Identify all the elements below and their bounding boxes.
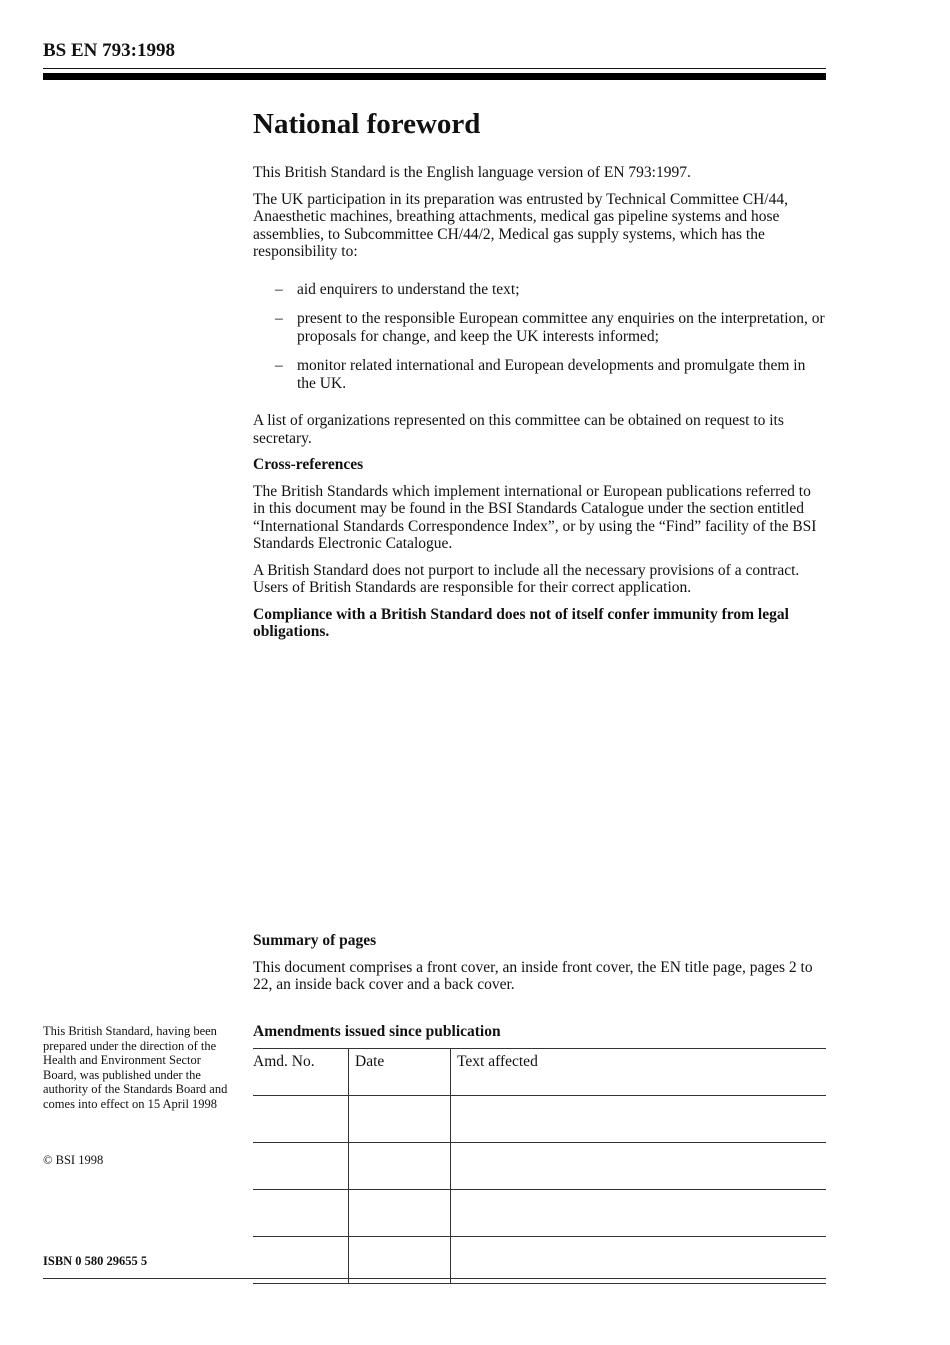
list-item xyxy=(253,310,826,345)
cross-references-heading: Cross-references xyxy=(253,456,364,473)
summary-section xyxy=(253,932,826,1003)
summary-text: This document comprises a front cover, an inside front cover, the EN title page, pages 2 to 22, an inside back cover and a back cover. xyxy=(253,958,813,993)
column-header-date: Date xyxy=(349,1049,451,1096)
column-header-text-affected: Text affected xyxy=(451,1049,827,1096)
foreword-paragraph: A British Standard does not purport to include all the necessary provisions of a contract. Users of British Standards are responsible for their correct application. xyxy=(253,561,800,596)
table-row xyxy=(253,1190,826,1237)
header-rule-thin xyxy=(43,68,826,69)
dash-marker: – xyxy=(275,310,283,327)
table-header-row xyxy=(253,1049,826,1096)
summary-heading: Summary of pages xyxy=(253,932,377,949)
document-code: BS EN 793:1998 xyxy=(43,40,175,61)
column-header-amd-no: Amd. No. xyxy=(253,1049,349,1096)
table-cell xyxy=(451,1143,827,1190)
list-item-text: monitor related international and European developments and promulgate them in the UK. xyxy=(297,357,806,392)
compliance-statement: Compliance with a British Standard does not of itself confer immunity from legal obligations. xyxy=(253,605,789,640)
table-row xyxy=(253,1237,826,1284)
table-row xyxy=(253,1143,826,1190)
table-row xyxy=(253,1096,826,1143)
table-cell xyxy=(253,1190,349,1237)
responsibility-list xyxy=(253,281,826,393)
list-item xyxy=(253,357,826,392)
table-cell xyxy=(253,1143,349,1190)
isbn-number: ISBN 0 580 29655 5 xyxy=(43,1254,148,1268)
table-cell xyxy=(349,1143,451,1190)
foreword-paragraph: The UK participation in its preparation was entrusted by Technical Committee CH/44, Anaesthetic machines, breathing attachments, medical gas pipeline systems and hose assemblies, to Subcommittee CH/44/2, Medical gas supply systems, which has the responsibility to: xyxy=(253,190,788,260)
table-cell xyxy=(349,1237,451,1284)
foreword-paragraph: The British Standards which implement international or European publications referred to in this document may be found in the BSI Standards Catalogue under the section entitled “International Standards Correspondence Index”, or by using the “Find” facility of the BSI Standards Electronic Catalogue. xyxy=(253,482,817,552)
dash-marker: – xyxy=(275,357,283,374)
list-item-text: present to the responsible European committee any enquiries on the interpretation, or proposals for change, and keep the UK interests informed; xyxy=(297,310,825,345)
amendments-heading: Amendments issued since publication xyxy=(253,1023,501,1040)
header-rule-thick xyxy=(43,73,826,80)
foreword-paragraph: This British Standard is the English language version of EN 793:1997. xyxy=(253,164,691,181)
table-cell xyxy=(253,1237,349,1284)
table-cell xyxy=(451,1096,827,1143)
amendments-table xyxy=(253,1048,826,1284)
foreword-section xyxy=(253,106,826,650)
table-cell xyxy=(451,1190,827,1237)
table-cell xyxy=(349,1190,451,1237)
copyright-notice: © BSI 1998 xyxy=(43,1153,104,1167)
list-item-text: aid enquirers to understand the text; xyxy=(297,280,520,298)
publication-note: This British Standard, having been prepared under the direction of the Health and Environment Sector Board, was published under the authority of the Standards Board and comes into effect on 15 April 1998 xyxy=(43,1024,228,1111)
list-item xyxy=(253,281,826,299)
dash-marker: – xyxy=(275,280,283,298)
page-title: National foreword xyxy=(253,108,481,140)
table-cell xyxy=(451,1237,827,1284)
table-cell xyxy=(349,1096,451,1143)
footer-rule xyxy=(43,1278,826,1279)
foreword-paragraph: A list of organizations represented on this committee can be obtained on request to its secretary. xyxy=(253,412,784,447)
table-cell xyxy=(253,1096,349,1143)
